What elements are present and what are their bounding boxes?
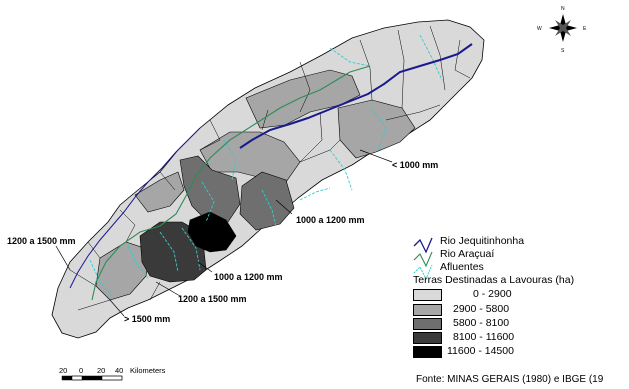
compass-e: E	[583, 26, 587, 32]
legend-class-label: 0 - 2900	[473, 288, 512, 300]
compass-s: S	[561, 48, 565, 54]
legend-class-label: 8100 - 11600	[453, 331, 515, 343]
legend-jequitinhonha-symbol	[414, 238, 432, 252]
legend-afluentes: Afluentes	[440, 261, 484, 273]
legend-swatch-1	[413, 289, 442, 301]
isohyet-label-lt1000: < 1000 mm	[392, 160, 439, 170]
legend-swatch-3	[413, 318, 442, 330]
scale-unit: Kilometers	[130, 366, 166, 375]
legend-swatch-2	[413, 304, 442, 316]
compass-w: W	[537, 26, 542, 32]
legend-class-label: 2900 - 5800	[453, 303, 510, 315]
legend-class-label: 11600 - 14500	[447, 345, 514, 357]
isohyet-label-1200-1500-b: 1200 a 1500 mm	[178, 294, 247, 304]
legend-aracuai-symbol	[414, 252, 432, 266]
compass-n: N	[561, 6, 565, 12]
compass-rose-icon	[537, 6, 587, 54]
isohyet-label-1200-1500-a: 1200 a 1500 mm	[7, 236, 76, 246]
scale-tick-2: 20	[97, 366, 106, 375]
legend-swatch-5	[413, 346, 442, 358]
legend-rio-aracuai: Rio Araçuaí	[440, 248, 495, 260]
legend-rio-jequitinhonha: Rio Jequitinhonha	[440, 235, 525, 247]
scale-bar	[62, 376, 122, 380]
scale-tick-3: 40	[115, 366, 124, 375]
legend-title: Terras Destinadas a Lavouras (ha)	[413, 274, 575, 286]
scale-tick-1: 0	[79, 366, 84, 375]
isohyet-label-1000-1200-a: 1000 a 1200 mm	[296, 215, 365, 225]
isohyet-label-gt1500: > 1500 mm	[124, 314, 171, 324]
source-note: Fonte: MINAS GERAIS (1980) e IBGE (19	[416, 374, 604, 385]
scale-tick-0: 20	[59, 366, 68, 375]
isohyet-label-1000-1200-b: 1000 a 1200 mm	[214, 272, 283, 282]
legend-swatch-4	[413, 332, 442, 344]
legend-class-label: 5800 - 8100	[453, 317, 510, 329]
